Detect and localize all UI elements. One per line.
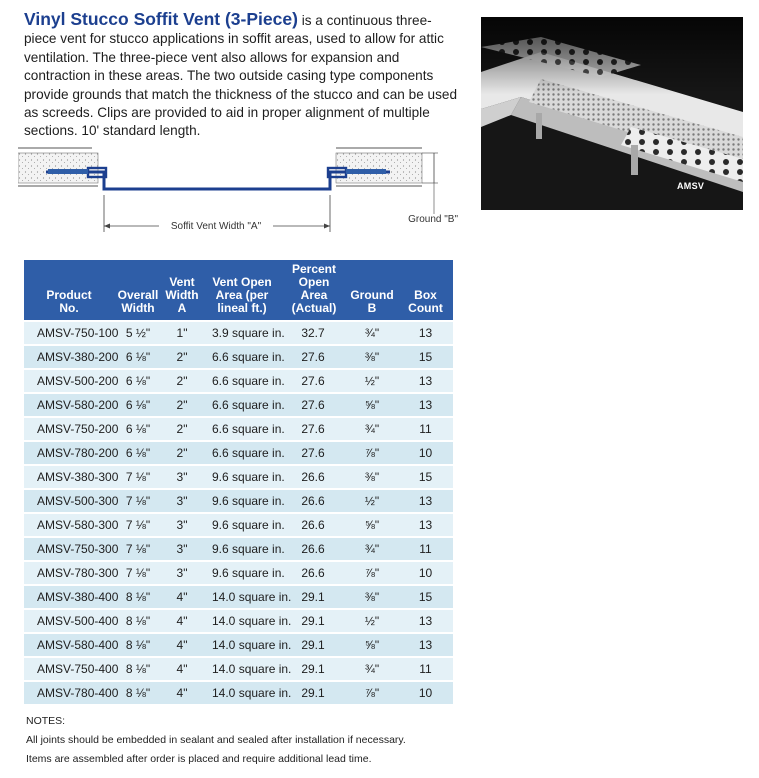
cell-overall-width: 6 ⅛" — [114, 345, 162, 369]
photo-label: AMSV — [677, 181, 705, 191]
header-open-area: Vent Open Area (per lineal ft.) — [202, 260, 282, 321]
cell-overall-width: 6 ⅛" — [114, 369, 162, 393]
cell-vent-width: 3" — [162, 513, 202, 537]
cell-vent-width: 4" — [162, 609, 202, 633]
cell-open-area: 14.0 square in. — [202, 657, 282, 681]
table-row — [24, 609, 453, 633]
cell-product-no: AMSV-750-200 — [24, 417, 114, 441]
table-row — [24, 321, 453, 345]
cell-open-area: 14.0 square in. — [202, 609, 282, 633]
cell-vent-width: 2" — [162, 393, 202, 417]
cell-overall-width: 7 ⅛" — [114, 465, 162, 489]
note-line: All joints should be embedded in sealant and sealed after installation if necessary. — [26, 734, 406, 746]
stucco-left — [18, 153, 98, 183]
cell-vent-width: 3" — [162, 561, 202, 585]
cell-box-count: 13 — [398, 513, 453, 537]
cell-open-area: 9.6 square in. — [202, 561, 282, 585]
cell-box-count: 10 — [398, 681, 453, 704]
cell-percent-open: 26.6 — [282, 465, 346, 489]
table-row — [24, 537, 453, 561]
note-line: Items are assembled after order is placed and require additional lead time. — [26, 753, 372, 765]
cell-open-area: 14.0 square in. — [202, 585, 282, 609]
cell-overall-width: 7 ⅛" — [114, 537, 162, 561]
cell-percent-open: 29.1 — [282, 609, 346, 633]
cell-ground: ¾" — [346, 537, 398, 561]
product-title: Vinyl Stucco Soffit Vent (3-Piece) — [24, 9, 298, 29]
cell-overall-width: 8 ⅛" — [114, 585, 162, 609]
notes — [26, 712, 406, 769]
header-product: Product No. — [24, 260, 114, 321]
cell-open-area: 6.6 square in. — [202, 441, 282, 465]
cell-ground: ¾" — [346, 417, 398, 441]
cell-box-count: 15 — [398, 345, 453, 369]
cell-percent-open: 27.6 — [282, 369, 346, 393]
cell-percent-open: 32.7 — [282, 321, 346, 345]
cell-overall-width: 8 ⅛" — [114, 657, 162, 681]
cell-ground: ⅞" — [346, 561, 398, 585]
cell-product-no: AMSV-580-300 — [24, 513, 114, 537]
cell-percent-open: 26.6 — [282, 489, 346, 513]
table-row — [24, 417, 453, 441]
cell-overall-width: 6 ⅛" — [114, 417, 162, 441]
cell-ground: ½" — [346, 609, 398, 633]
cell-open-area: 9.6 square in. — [202, 537, 282, 561]
cell-product-no: AMSV-380-400 — [24, 585, 114, 609]
cell-vent-width: 4" — [162, 633, 202, 657]
cell-ground: ⅜" — [346, 585, 398, 609]
cell-box-count: 13 — [398, 369, 453, 393]
table-row — [24, 561, 453, 585]
header-box-count: Box Count — [398, 260, 453, 321]
intro-paragraph — [24, 10, 460, 141]
cross-section-diagram — [18, 140, 463, 240]
cell-product-no: AMSV-750-300 — [24, 537, 114, 561]
cell-ground: ⅝" — [346, 513, 398, 537]
notes-heading: NOTES: — [26, 715, 66, 727]
cell-overall-width: 5 ½" — [114, 321, 162, 345]
header-overall-width: Overall Width — [114, 260, 162, 321]
cell-percent-open: 27.6 — [282, 441, 346, 465]
cell-ground: ½" — [346, 369, 398, 393]
cell-box-count: 13 — [398, 609, 453, 633]
cell-vent-width: 3" — [162, 465, 202, 489]
cell-ground: ¾" — [346, 321, 398, 345]
header-ground: Ground B — [346, 260, 398, 321]
cell-box-count: 13 — [398, 489, 453, 513]
product-photo — [481, 17, 743, 210]
cell-overall-width: 8 ⅛" — [114, 681, 162, 704]
cell-vent-width: 4" — [162, 657, 202, 681]
intro-body: is a continuous three-piece vent for stucco applications in soffit areas, used to allow for attic ventilation. The three-piece vent also allows for expansion and contraction in these areas. The two outside casing type components provide grounds that match the thickness of the stucco and can be used as screeds. Clips are provided to aid in proper alignment of multiple sections. 10' standard length. — [24, 13, 458, 139]
cell-product-no: AMSV-500-200 — [24, 369, 114, 393]
cell-percent-open: 27.6 — [282, 417, 346, 441]
cell-product-no: AMSV-500-300 — [24, 489, 114, 513]
cell-open-area: 14.0 square in. — [202, 681, 282, 704]
cell-box-count: 11 — [398, 657, 453, 681]
cell-overall-width: 8 ⅛" — [114, 609, 162, 633]
cell-product-no: AMSV-750-100 — [24, 321, 114, 345]
table-row — [24, 465, 453, 489]
table-row — [24, 489, 453, 513]
cell-ground: ⅜" — [346, 345, 398, 369]
cell-overall-width: 7 ⅛" — [114, 561, 162, 585]
table-body — [24, 321, 453, 704]
cell-box-count: 15 — [398, 465, 453, 489]
cell-box-count: 13 — [398, 321, 453, 345]
cell-ground: ⅝" — [346, 393, 398, 417]
cell-box-count: 15 — [398, 585, 453, 609]
ground-label: Ground "B" — [408, 214, 458, 225]
cell-vent-width: 4" — [162, 681, 202, 704]
cell-vent-width: 2" — [162, 417, 202, 441]
cell-open-area: 14.0 square in. — [202, 633, 282, 657]
vent-width-label: Soffit Vent Width "A" — [170, 221, 262, 232]
table-row — [24, 657, 453, 681]
cell-box-count: 13 — [398, 393, 453, 417]
table-row — [24, 585, 453, 609]
cell-percent-open: 27.6 — [282, 393, 346, 417]
cell-product-no: AMSV-500-400 — [24, 609, 114, 633]
cell-percent-open: 29.1 — [282, 633, 346, 657]
cell-open-area: 6.6 square in. — [202, 417, 282, 441]
cell-box-count: 10 — [398, 561, 453, 585]
cell-ground: ⅞" — [346, 681, 398, 704]
cell-open-area: 6.6 square in. — [202, 393, 282, 417]
cell-box-count: 10 — [398, 441, 453, 465]
cell-vent-width: 4" — [162, 585, 202, 609]
table-row — [24, 681, 453, 704]
cell-product-no: AMSV-780-200 — [24, 441, 114, 465]
cell-percent-open: 26.6 — [282, 537, 346, 561]
cell-ground: ¾" — [346, 657, 398, 681]
cell-ground: ⅝" — [346, 633, 398, 657]
table-row — [24, 441, 453, 465]
cell-product-no: AMSV-750-400 — [24, 657, 114, 681]
cell-product-no: AMSV-780-400 — [24, 681, 114, 704]
cell-open-area: 9.6 square in. — [202, 465, 282, 489]
cell-product-no: AMSV-580-400 — [24, 633, 114, 657]
cell-open-area: 9.6 square in. — [202, 513, 282, 537]
cell-open-area: 9.6 square in. — [202, 489, 282, 513]
cell-product-no: AMSV-580-200 — [24, 393, 114, 417]
cell-box-count: 11 — [398, 537, 453, 561]
cell-vent-width: 3" — [162, 489, 202, 513]
cell-percent-open: 29.1 — [282, 585, 346, 609]
table-header-row — [24, 260, 453, 321]
cell-vent-width: 1" — [162, 321, 202, 345]
cell-percent-open: 29.1 — [282, 657, 346, 681]
table-row — [24, 633, 453, 657]
cell-vent-width: 2" — [162, 345, 202, 369]
cell-overall-width: 8 ⅛" — [114, 633, 162, 657]
table-row — [24, 393, 453, 417]
cell-overall-width: 6 ⅛" — [114, 393, 162, 417]
cell-percent-open: 27.6 — [282, 345, 346, 369]
cell-product-no: AMSV-380-300 — [24, 465, 114, 489]
cell-product-no: AMSV-380-200 — [24, 345, 114, 369]
cell-box-count: 13 — [398, 633, 453, 657]
cell-ground: ⅜" — [346, 465, 398, 489]
cell-open-area: 3.9 square in. — [202, 321, 282, 345]
cell-ground: ½" — [346, 489, 398, 513]
stucco-right — [336, 153, 422, 183]
cell-box-count: 11 — [398, 417, 453, 441]
header-vent-width: Vent Width A — [162, 260, 202, 321]
cell-vent-width: 2" — [162, 369, 202, 393]
cell-open-area: 6.6 square in. — [202, 345, 282, 369]
spec-table — [24, 260, 453, 704]
table-row — [24, 369, 453, 393]
cell-percent-open: 29.1 — [282, 681, 346, 704]
cell-overall-width: 6 ⅛" — [114, 441, 162, 465]
cell-overall-width: 7 ⅛" — [114, 489, 162, 513]
table-row — [24, 513, 453, 537]
cell-open-area: 6.6 square in. — [202, 369, 282, 393]
cell-overall-width: 7 ⅛" — [114, 513, 162, 537]
cell-product-no: AMSV-780-300 — [24, 561, 114, 585]
cell-percent-open: 26.6 — [282, 561, 346, 585]
table-row — [24, 345, 453, 369]
cell-percent-open: 26.6 — [282, 513, 346, 537]
cell-vent-width: 2" — [162, 441, 202, 465]
header-percent-open: Percent Open Area (Actual) — [282, 260, 346, 321]
cell-ground: ⅞" — [346, 441, 398, 465]
cell-vent-width: 3" — [162, 537, 202, 561]
